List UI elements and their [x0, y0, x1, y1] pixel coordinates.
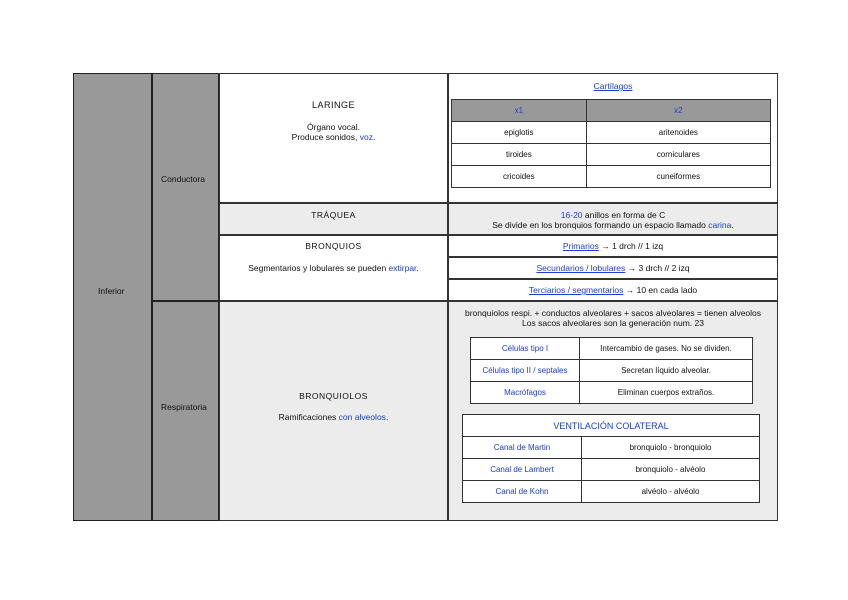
bronquiolos-desc-suffix: . [385, 412, 389, 422]
primarios-text: → 1 drch // 1 izq [598, 241, 664, 251]
bronquios-item [448, 257, 778, 279]
traquea-title: TRÁQUEA [311, 210, 356, 220]
bronquiolos-title: BRONQUIOLOS [299, 391, 368, 401]
laringe-line2-suffix: . [372, 132, 376, 142]
secundarios-link[interactable]: Secundarios / lobulares [536, 263, 626, 273]
bronquiolos-info1: bronquiolos respi. + conductos alveolares + sacos alveolares = tienen alveolos [464, 308, 762, 318]
canal-name: Canal de Martin [463, 437, 582, 459]
celula-desc: Secretan líquido alveolar. [580, 360, 753, 382]
bronquiolos-cell [219, 301, 448, 521]
respiratoria-label: Respiratoria [161, 402, 207, 412]
bronquios-desc-suffix: . [416, 263, 419, 273]
bronquiolos-info2: Los sacos alveolares son la generación num. 23 [522, 318, 704, 328]
terciarios-text: → 10 en cada lado [623, 285, 698, 295]
laringe-title: LARINGE [311, 100, 355, 110]
bronquiolos-desc-text: Ramificaciones [278, 412, 339, 422]
celula-name: Células tipo II / septales [471, 360, 580, 382]
conductora-label: Conductora [161, 174, 205, 184]
anillos-count: 16-20 [560, 210, 583, 220]
bronquios-title: BRONQUIOS [305, 241, 362, 251]
celula-desc: Intercambio de gases. No se dividen. [580, 338, 753, 360]
ventilacion-table [462, 414, 760, 503]
header-x1: x1 [452, 100, 587, 122]
canal-name: Canal de Kohn [463, 481, 582, 503]
cartilagos-link[interactable]: Cartílagos [593, 81, 633, 91]
traquea-line2-suffix: . [731, 220, 734, 230]
voz-link[interactable]: voz [359, 132, 373, 142]
table-cell: tiroides [452, 144, 587, 166]
celula-name: Macrófagos [471, 382, 580, 404]
laringe-line1: Órgano vocal. [307, 122, 360, 132]
bronquios-item [448, 235, 778, 257]
bronquios-item [448, 279, 778, 301]
extirpar-term: extirpar [388, 263, 417, 273]
header-x2: x2 [586, 100, 770, 122]
secundarios-text: → 3 drch // 2 izq [625, 263, 690, 273]
alveolos-term: con alveolos [338, 412, 386, 422]
column-conductora [152, 73, 219, 301]
carina-term: carina [708, 220, 732, 230]
celulas-table [470, 337, 753, 404]
terciarios-link[interactable]: Terciarios / segmentarios [528, 285, 624, 295]
canal-desc: bronquiolo - alvéolo [582, 459, 760, 481]
canal-name: Canal de Lambert [463, 459, 582, 481]
table-cell: epiglotis [452, 122, 587, 144]
bronquios-cell [219, 235, 448, 301]
traquea-line1 [449, 210, 777, 220]
celula-desc: Eliminan cuerpos extraños. [580, 382, 753, 404]
bronquios-desc [220, 263, 447, 273]
table-cell: cuneiformes [586, 166, 770, 188]
bronquiolos-desc [220, 412, 447, 422]
traquea-info-cell [448, 203, 778, 235]
celula-name: Células tipo I [471, 338, 580, 360]
traquea-line2-text: Se divide en los bronquios formando un espacio llamado [492, 220, 709, 230]
canal-desc: bronquiolo - bronquiolo [582, 437, 760, 459]
laringe-line2 [220, 132, 447, 142]
canal-desc: alvéolo - alvéolo [582, 481, 760, 503]
primarios-link[interactable]: Primarios [562, 241, 599, 251]
table-cell: aritenoides [586, 122, 770, 144]
table-cell: corniculares [586, 144, 770, 166]
bronquios-desc-text: Segmentarios y lobulares se pueden [248, 263, 389, 273]
traquea-line2 [449, 220, 777, 230]
laringe-line2-text: Produce sonidos, [291, 132, 360, 142]
laringe-cell [219, 73, 448, 203]
column-respiratoria [152, 301, 219, 521]
table-cell: cricoides [452, 166, 587, 188]
traquea-cell [219, 203, 448, 235]
column-inferior [73, 73, 152, 521]
ventilacion-title: VENTILACIÓN COLATERAL [463, 415, 760, 437]
traquea-line1-text: anillos en forma de C [582, 210, 666, 220]
cartilagos-table [451, 99, 771, 188]
inferior-label: Inferior [98, 286, 125, 296]
